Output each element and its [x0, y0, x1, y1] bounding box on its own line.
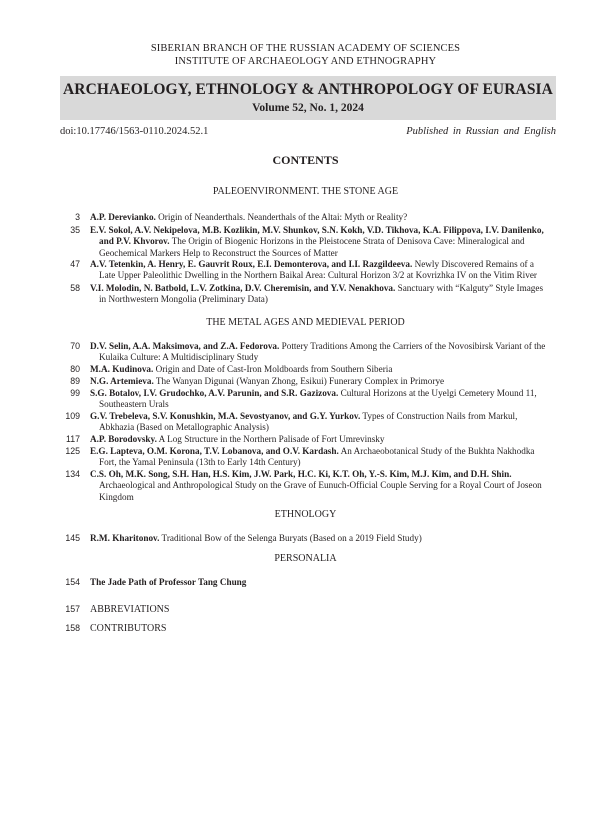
toc-entry[interactable] [60, 469, 556, 503]
entry-authors: The Jade Path of Professor Tang Chung [90, 577, 247, 587]
toc-entry[interactable] [60, 364, 556, 375]
page-number: 158 [65, 623, 80, 633]
page-number: 117 [65, 434, 80, 444]
entry-authors: E.V. Sokol, A.V. Nekipelova, M.B. Kozlikin, M.V. Shunkov, S.N. Kokh, V.D. Tikhova, K.A. Filippova, I.V. Danilenko, and P.V. Khvorov. [90, 225, 544, 247]
entry-authors: R.M. Kharitonov. [90, 533, 160, 543]
section-heading: PERSONALIA [274, 553, 337, 564]
section-heading: ETHNOLOGY [274, 509, 337, 520]
page-number: 35 [70, 225, 80, 235]
entry-title: Traditional Bow of the Selenga Buryats (Based on a 2019 Field Study) [159, 533, 422, 543]
doi: doi:10.17746/1563-0110.2024.52.1 [60, 126, 209, 137]
entry-authors: V.I. Molodin, N. Batbold, L.V. Zotkina, D.V. Cheremisin, and Y.V. Nenakhova. [90, 283, 396, 293]
page-number: 70 [70, 341, 80, 351]
volume-info: Volume 52, No. 1, 2024 [252, 102, 364, 114]
entry-title: The Origin of Biogenic Horizons in the Pleistocene Strata of Denisova Cave: Mineralogical and Geochemical Markers Help to Reconstruct the Sources of Matter [99, 236, 525, 258]
toc-entry[interactable] [60, 225, 556, 259]
entry-title: Cultural Horizons at the Uyelgi Cemetery Mound 11, Southeastern Urals [99, 388, 537, 410]
entry-authors: N.G. Artemieva. [90, 376, 154, 386]
entry-authors: D.V. Selin, A.A. Maksimova, and Z.A. Fedorova. [90, 341, 280, 351]
section-heading: PALEOENVIRONMENT. THE STONE AGE [212, 186, 399, 197]
entry-authors: E.G. Lapteva, O.M. Korona, T.V. Lobanova, and O.V. Kardash. [90, 446, 339, 456]
toc-entry[interactable] [60, 577, 556, 588]
contents-heading: CONTENTS [272, 153, 339, 167]
page-number: 99 [70, 388, 80, 398]
page-number: 3 [75, 212, 80, 222]
toc-entry[interactable] [60, 446, 556, 469]
entry-authors: G.V. Trebeleva, S.V. Konushkin, M.A. Sevostyanov, and G.Y. Yurkov. [90, 411, 361, 421]
entry-title: Sanctuary with “Kalguty” Style Images in Northwestern Mongolia (Preliminary Data) [99, 283, 544, 305]
institution-line-1: SIBERIAN BRANCH OF THE RUSSIAN ACADEMY OF SCIENCES [150, 43, 461, 54]
toc-entry[interactable] [60, 259, 556, 282]
toc-entry[interactable] [60, 388, 556, 411]
entry-authors: C.S. Oh, M.K. Song, S.H. Han, H.S. Kim, J.W. Park, H.C. Ki, K.T. Oh, Y.-S. Kim, M.J. Kim, and D.H. Shin. [90, 469, 512, 479]
journal-title: ARCHAEOLOGY, ETHNOLOGY & ANTHROPOLOGY OF EURASIA [63, 81, 553, 98]
entry-title: An Archaeobotanical Study of the Bukhta Nakhodka Fort, the Yamal Peninsula (13th to Early 14th Century) [99, 446, 535, 468]
page-number: 109 [65, 411, 80, 421]
entry-title: Archaeological and Anthropological Study on the Grave of Eunuch-Official Couple Serving for a Royal Court of Joseon Kingdom [99, 480, 542, 502]
entry-authors: S.G. Botalov, I.V. Grudochko, A.V. Parunin, and S.R. Gazizova. [90, 388, 339, 398]
institution-line-2: INSTITUTE OF ARCHAEOLOGY AND ETHNOGRAPHY [174, 56, 437, 67]
entry-authors: M.A. Kudinova. [90, 364, 154, 374]
toc-entry[interactable] [60, 212, 556, 223]
page-number: 47 [70, 259, 80, 269]
entry-title: Origin of Neanderthals. Neanderthals of the Altai: Myth or Reality? [155, 212, 408, 222]
page-number: 125 [65, 446, 80, 456]
toc-entry-contributors[interactable] [60, 623, 556, 634]
published-note: Published in Russian and English [406, 126, 556, 137]
toc-entry-abbreviations[interactable] [60, 604, 556, 615]
entry-authors: A.V. Tetenkin, A. Henry, E. Gauvrit Roux, E.I. Demonterova, and I.I. Razgildeeva. [90, 259, 413, 269]
entry-label: CONTRIBUTORS [90, 623, 167, 634]
page-number: 134 [65, 469, 80, 479]
page-number: 89 [70, 376, 80, 386]
entry-title: Origin and Date of Cast-Iron Moldboards from Southern Siberia [153, 364, 393, 374]
entry-title: The Wanyan Digunai (Wanyan Zhong, Esikui) Funerary Complex in Primorye [153, 376, 445, 386]
entry-title: Newly Discovered Remains of a Late Upper Paleolithic Dwelling in the Northern Baikal Area: Cultural Horizon 3/2 at Kovrizhka IV on the Vitim River [99, 259, 537, 281]
toc-entry[interactable] [60, 434, 556, 445]
page-number: 154 [65, 577, 80, 587]
toc-entry[interactable] [60, 533, 556, 544]
entry-title: Pottery Traditions Among the Carriers of the Novosibirsk Variant of the Kulaika Culture: A Multidisciplinary Study [99, 341, 546, 363]
toc-entry[interactable] [60, 283, 556, 306]
toc-entry[interactable] [60, 376, 556, 387]
entry-title: A Log Structure in the Northern Palisade of Fort Umrevinsky [156, 434, 385, 444]
section-heading: THE METAL AGES AND MEDIEVAL PERIOD [206, 317, 405, 328]
page-number: 145 [65, 533, 80, 543]
page-number: 58 [70, 283, 80, 293]
toc-entry[interactable] [60, 411, 556, 434]
entry-authors: A.P. Borodovsky. [90, 434, 157, 444]
entry-title: Types of Construction Nails from Markul, Abkhazia (Based on Metallographic Analysis) [99, 411, 518, 433]
toc-entry[interactable] [60, 341, 556, 364]
page-number: 80 [70, 364, 80, 374]
journal-banner [60, 76, 556, 120]
entry-authors: A.P. Derevianko. [90, 212, 156, 222]
entry-label: ABBREVIATIONS [90, 604, 170, 615]
page-number: 157 [65, 604, 80, 614]
